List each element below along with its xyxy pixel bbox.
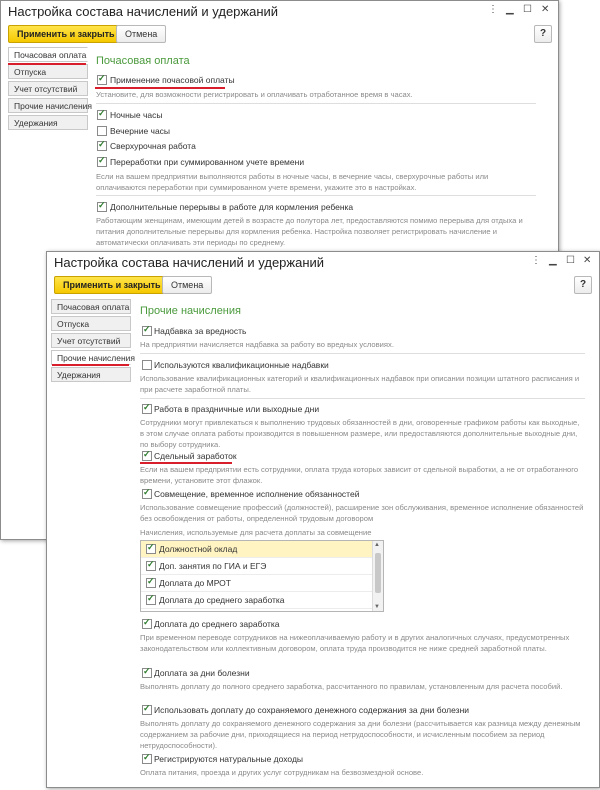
list-scrollbar[interactable] xyxy=(372,541,383,611)
list-item[interactable] xyxy=(141,575,372,592)
list-item-checkbox[interactable] xyxy=(146,595,156,605)
checkbox-feeding-breaks[interactable] xyxy=(97,202,107,212)
apply-close-button[interactable]: Применить и закрыть xyxy=(54,276,170,294)
list-caption: Начисления, используемые для расчета доплаты за совмещение xyxy=(140,528,372,537)
scroll-down-icon[interactable]: ▼ xyxy=(374,604,380,610)
minimize-icon[interactable]: ▁ xyxy=(549,255,557,266)
tab-other-accruals[interactable]: Прочие начисления xyxy=(8,98,88,113)
divider xyxy=(140,353,585,354)
option-description: На предприятии начисляется надбавка за работу во вредных условиях. xyxy=(140,340,394,349)
option-label: Применение почасовой оплаты xyxy=(110,75,235,85)
list-item-checkbox[interactable] xyxy=(146,544,156,554)
help-button[interactable]: ? xyxy=(574,276,592,294)
checkbox-average-earnings-topup[interactable] xyxy=(142,619,152,629)
checkbox-combination-duties[interactable] xyxy=(142,489,152,499)
tab-hourly-pay[interactable]: Почасовая оплата xyxy=(51,299,131,314)
section-title: Прочие начисления xyxy=(140,305,241,317)
option-description: При временном переводе сотрудников на нижеоплачиваемую работу и в других аналогичных случаях, предусмотренных законодательством или коллективным договором, оплата труда производится не ниже средней заработной платы. xyxy=(140,633,570,653)
title-bar xyxy=(47,252,599,272)
list-item-label: Доплата до среднего заработка xyxy=(159,595,285,605)
checkbox-piecework[interactable] xyxy=(142,451,152,461)
checkbox-sick-days-topup[interactable] xyxy=(142,668,152,678)
option-label: Работа в праздничные или выходные дни xyxy=(154,404,320,414)
maximize-icon[interactable]: ☐ xyxy=(566,255,575,266)
option-label: Вечерние часы xyxy=(110,126,171,136)
option-label: Используются квалификационные надбавки xyxy=(154,360,329,370)
checkbox-summarized-overtime[interactable] xyxy=(97,157,107,167)
maximize-icon[interactable]: ☐ xyxy=(523,4,532,15)
list-item-checkbox[interactable] xyxy=(146,561,156,571)
cancel-button[interactable]: Отмена xyxy=(116,25,166,43)
more-icon[interactable]: ⋮ xyxy=(488,4,498,15)
option-label: Надбавка за вредность xyxy=(154,326,247,336)
checkbox-qualification-allowances[interactable] xyxy=(142,360,152,370)
accruals-list[interactable] xyxy=(140,540,384,612)
option-label: Доплата за дни болезни xyxy=(154,668,250,678)
option-description: Использование квалификационных категорий и квалификационных надбавок при описании позиции штатного расписания и при расчете заработной платы. xyxy=(140,374,580,394)
tab-absences[interactable]: Учет отсутствий xyxy=(8,81,88,96)
checkbox-hazard-allowance[interactable] xyxy=(142,326,152,336)
help-button[interactable]: ? xyxy=(534,25,552,43)
tab-absences[interactable]: Учет отсутствий xyxy=(51,333,131,348)
close-icon[interactable]: ✕ xyxy=(541,4,550,15)
checkbox-evening-hours[interactable] xyxy=(97,126,107,136)
option-label: Регистрируются натуральные доходы xyxy=(154,754,304,764)
apply-close-button[interactable]: Применить и закрыть xyxy=(8,25,124,43)
tab-deductions[interactable]: Удержания xyxy=(51,367,131,382)
toolbar xyxy=(47,274,599,296)
option-label: Ночные часы xyxy=(110,110,163,120)
divider xyxy=(96,103,536,104)
section-title: Почасовая оплата xyxy=(96,55,190,67)
list-item[interactable] xyxy=(141,541,372,558)
tab-other-accruals[interactable]: Прочие начисления xyxy=(51,350,131,365)
scroll-up-icon[interactable]: ▲ xyxy=(374,542,380,548)
option-description: Работающим женщинам, имеющим детей в возрасте до полутора лет, предоставляются помимо перерыва для отдыха и питания дополнительные перерывы для кормления ребенка. Настройка позволяет регистрировать начисление и автоматически оплачивать эти периоды по среднему. xyxy=(96,216,523,247)
tab-vacations[interactable]: Отпуска xyxy=(51,316,131,331)
option-description: Если на вашем предприятии выполняются работы в ночные часы, в вечерние часы, сверхурочные работы или оплачиваются переработки при суммированном учете времени, укажите это в настройках. xyxy=(96,172,489,192)
option-description: Установите, для возможности регистрировать и оплачивать отработанное время в часах. xyxy=(96,90,413,99)
tab-deductions[interactable]: Удержания xyxy=(8,115,88,130)
option-label: Сдельный заработок xyxy=(154,451,237,461)
list-item[interactable] xyxy=(141,558,372,575)
window-title: Настройка состава начислений и удержаний xyxy=(54,255,325,270)
settings-window-front xyxy=(46,251,600,788)
highlight-underline xyxy=(8,63,86,65)
option-label: Доплата до среднего заработка xyxy=(154,619,280,629)
scroll-thumb[interactable] xyxy=(375,553,381,593)
option-label: Дополнительные перерывы в работе для кормления ребенка xyxy=(110,202,354,212)
checkbox-in-kind-income[interactable] xyxy=(142,754,152,764)
toolbar xyxy=(1,23,558,45)
list-item-label: Должностной оклад xyxy=(159,544,238,554)
list-item-checkbox[interactable] xyxy=(146,578,156,588)
checkbox-hourly-pay[interactable] xyxy=(97,75,107,85)
option-description: Выполнять доплату до полного среднего заработка, рассчитанного по правилам, установленным для расчета пособий. xyxy=(140,682,563,691)
option-label: Совмещение, временное исполнение обязанностей xyxy=(154,489,360,499)
tab-vacations[interactable]: Отпуска xyxy=(8,64,88,79)
divider xyxy=(140,398,585,399)
checkbox-overtime[interactable] xyxy=(97,141,107,151)
list-item-label: Доп. занятия по ГИА и ЕГЭ xyxy=(159,561,267,571)
option-description: Если на вашем предприятии есть сотрудники, оплата труда которых зависит от сдельной выработки, а не от отработанного времени, установите этот флажок. xyxy=(140,465,579,485)
list-item[interactable] xyxy=(141,592,372,609)
option-description: Сотрудники могут привлекаться к выполнению трудовых обязанностей в дни, оговоренные графиком работы как выходные, в этом случае оплата работы производится в повышенном размере, или предоставляются дополнительные выходные дни, по выбору сотрудника. xyxy=(140,418,580,449)
checkbox-retained-allowance-topup[interactable] xyxy=(142,705,152,715)
divider xyxy=(96,195,536,196)
option-description: Использование совмещение профессий (должностей), расширение зон обслуживания, временное исполнение обязанностей без освобождения от работы, определенной трудовым договором xyxy=(140,503,584,523)
option-description: Оплата питания, проезда и других услуг сотрудникам на безвозмездной основе. xyxy=(140,768,424,777)
tab-hourly-pay[interactable]: Почасовая оплата xyxy=(8,47,88,62)
option-label: Переработки при суммированном учете времени xyxy=(110,157,305,167)
checkbox-holiday-work[interactable] xyxy=(142,404,152,414)
list-item-label: Доплата до МРОТ xyxy=(159,578,231,588)
more-icon[interactable]: ⋮ xyxy=(531,255,541,266)
title-bar xyxy=(1,1,558,21)
minimize-icon[interactable]: ▁ xyxy=(506,4,514,15)
option-label: Использовать доплату до сохраняемого денежного содержания за дни болезни xyxy=(154,705,470,715)
window-title: Настройка состава начислений и удержаний xyxy=(8,4,279,19)
option-description: Выполнять доплату до сохраняемого денежного содержания за дни болезни (рассчитывается как разница между денежным содержанием за рабочие дни, приходящиеся на период нетрудоспособности, и исчисленным пособием за период нетрудоспособности). xyxy=(140,719,581,750)
checkbox-night-hours[interactable] xyxy=(97,110,107,120)
highlight-underline xyxy=(52,364,129,366)
cancel-button[interactable]: Отмена xyxy=(162,276,212,294)
close-icon[interactable]: ✕ xyxy=(583,255,592,266)
option-label: Сверхурочная работа xyxy=(110,141,196,151)
